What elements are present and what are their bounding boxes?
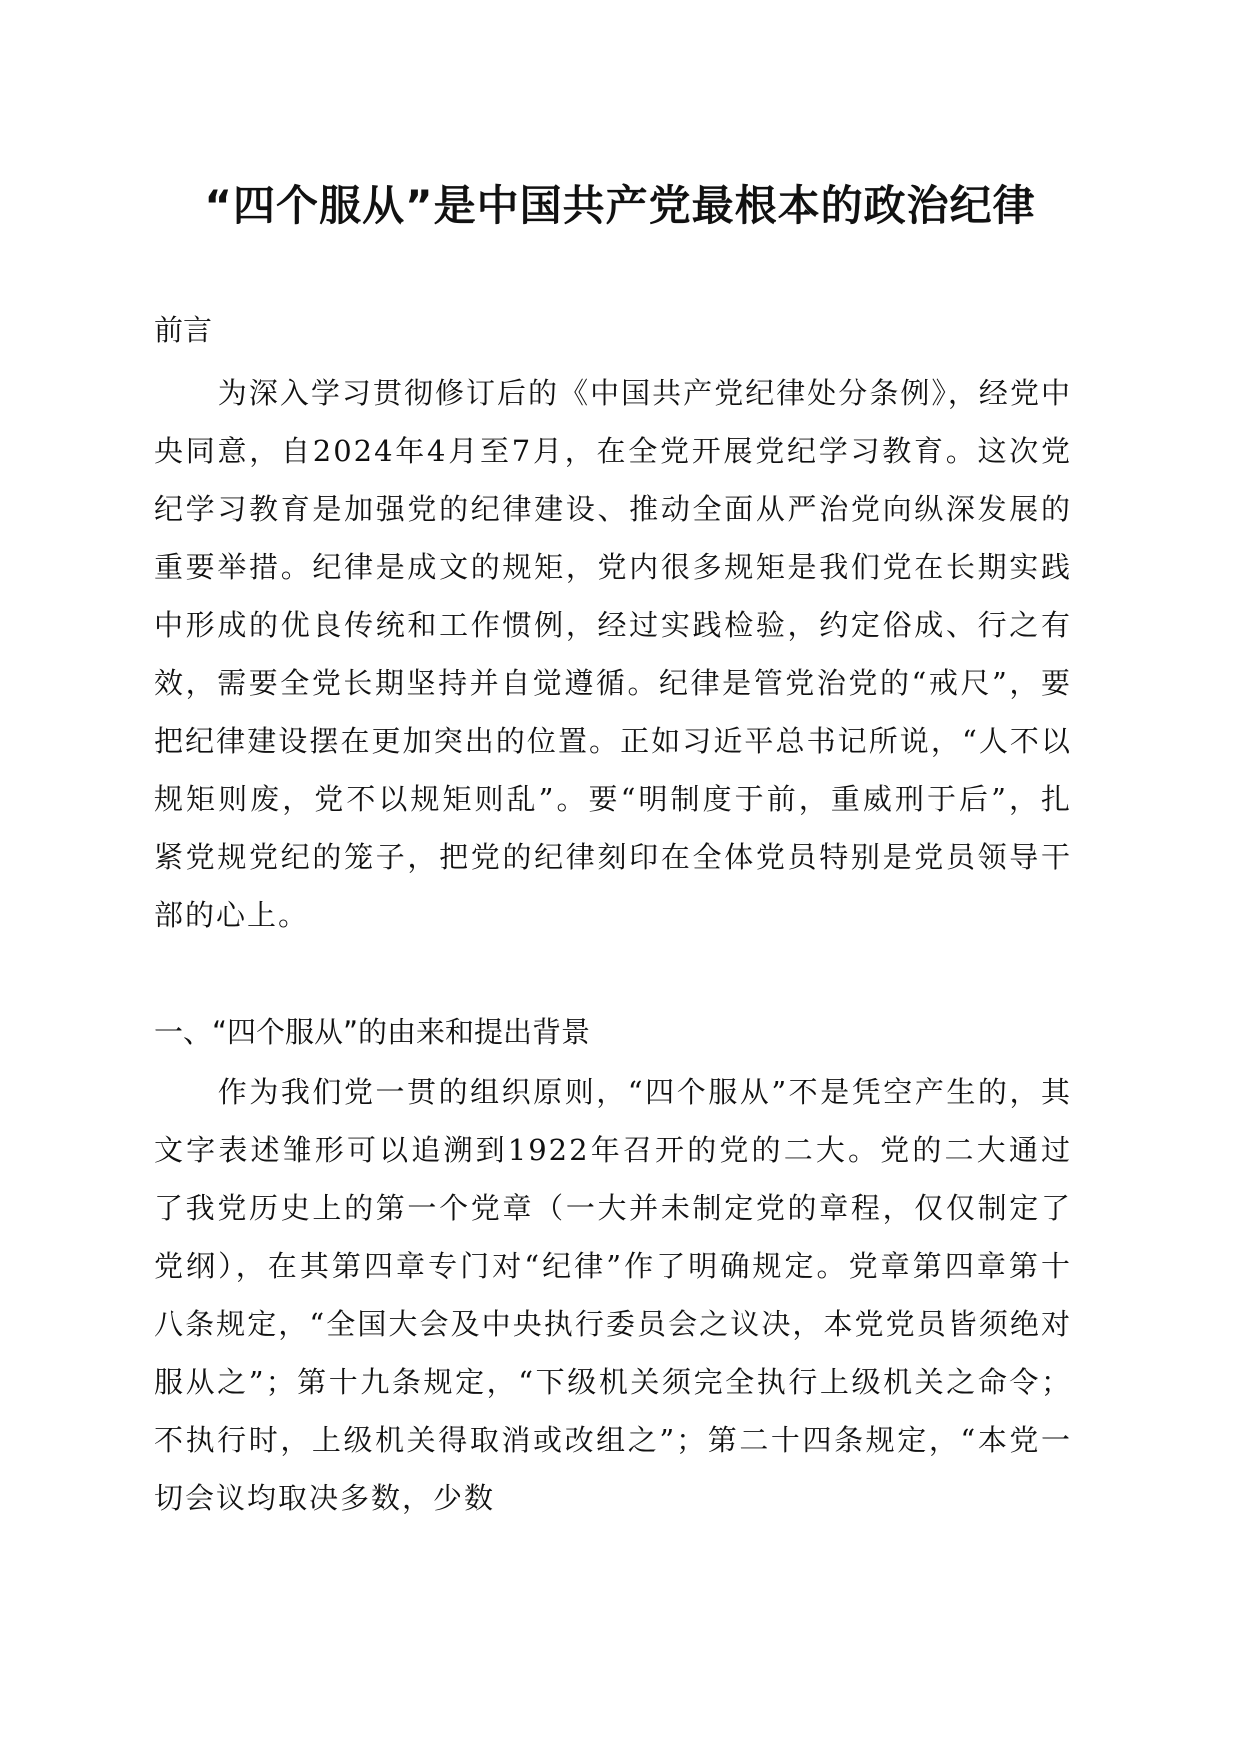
section-1-heading: 一、“四个服从”的由来和提出背景 xyxy=(154,1015,591,1049)
section-1-paragraph: 作为我们党一贯的组织原则，“四个服从”不是凭空产生的，其文字表述雏形可以追溯到1922年召开的党的二大。党的二大通过了我党历史上的第一个党章（一大并未制定党的章程，仅仅制定了党纲），在其第四章专门对“纪律”作了明确规定。党章第四章第十八条规定，“全国大会及中央执行委员会之议决，本党党员皆须绝对服从之”；第十九条规定，“下级机关须完全执行上级机关之命令；不执行时，上级机关得取消或改组之”；第二十四条规定，“本党一切会议均取决多数，少数 xyxy=(154,1075,1072,1515)
preface-heading: 前言 xyxy=(154,313,213,347)
document-title: “四个服从”是中国共产党最根本的政治纪律 xyxy=(204,181,1036,230)
preface-paragraph: 为深入学习贯彻修订后的《中国共产党纪律处分条例》，经党中央同意，自2024年4月至7月，在全党开展党纪学习教育。这次党纪学习教育是加强党的纪律建设、推动全面从严治党向纵深发展的重要举措。纪律是成文的规矩，党内很多规矩是我们党在长期实践中形成的优良传统和工作惯例，经过实践检验，约定俗成、行之有效，需要全党长期坚持并自觉遵循。纪律是管党治党的“戒尺”，要把纪律建设摆在更加突出的位置。正如习近平总书记所说，“人不以规矩则废，党不以规矩则乱”。要“明制度于前，重威刑于后”，扎紧党规党纪的笼子，把党的纪律刻印在全体党员特别是党员领导干部的心上。 xyxy=(154,376,1072,932)
